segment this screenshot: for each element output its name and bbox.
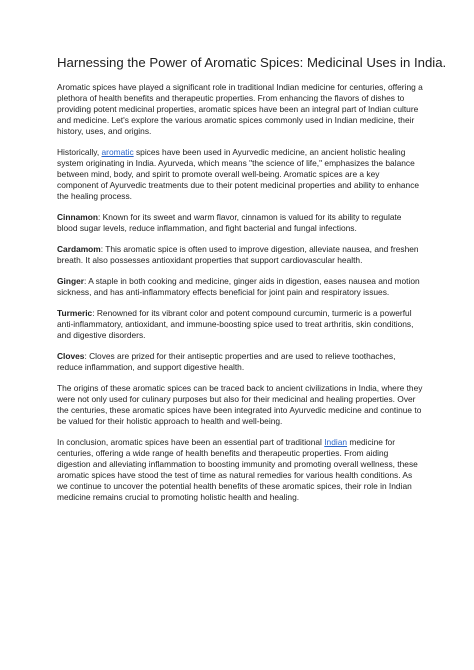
spice-description: : Known for its sweet and warm flavor, cinnamon is valued for its ability to regulate blood sugar levels, reduce inflammation, and fight bacterial and fungal infections.: [57, 212, 402, 233]
document-body: [57, 82, 423, 513]
spice-name: Turmeric: [57, 308, 93, 318]
page-title: Harnessing the Power of Aromatic Spices: Medicinal Uses in India.: [57, 55, 447, 70]
spice-paragraph-ginger: [57, 276, 423, 298]
indian-link[interactable]: Indian: [324, 437, 348, 447]
spice-name: Cinnamon: [57, 212, 98, 222]
history-text-before: Historically,: [57, 147, 102, 157]
origins-paragraph: The origins of these aromatic spices can be traced back to ancient civilizations in India, where they were not only used for culinary purposes but also for their medicinal and healing properties. Over the centuries, these aromatic spices have been integrated into Ayurvedic medicine and continue to be valued for their holistic approach to health and well-being.: [57, 383, 423, 426]
spice-name: Cardamom: [57, 244, 101, 254]
spice-paragraph-turmeric: [57, 308, 423, 341]
conclusion-text-before: In conclusion, aromatic spices have been an essential part of traditional: [57, 437, 325, 447]
intro-paragraph: Aromatic spices have played a significant role in traditional Indian medicine for centuries, offering a plethora of health benefits and therapeutic properties. From enhancing the flavors of dishes to providing potent medicinal properties, aromatic spices have been an integral part of Indian culture and medicine. Let's explore the various aromatic spices commonly used in Indian medicine, their history, uses, and origins.: [57, 82, 423, 136]
spice-paragraph-cardamom: [57, 244, 423, 266]
conclusion-text-after: medicine for centuries, offering a wide range of health benefits and therapeutic properties. From aiding digestion and alleviating inflammation to boosting immunity and promoting overall wellness, these aromatic spices have stood the test of time as natural remedies for various health conditions. As we continue to uncover the potential health benefits of these aromatic spices, their role in Indian medicine remains crucial to promoting holistic health and healing.: [57, 437, 418, 502]
aromatic-link[interactable]: aromatic: [101, 147, 134, 157]
history-paragraph: [57, 147, 423, 202]
spice-description: : Renowned for its vibrant color and potent compound curcumin, turmeric is a powerful anti-inflammatory, antioxidant, and immune-boosting spice used to treat arthritis, skin conditions, and digestive disorders.: [57, 308, 414, 340]
spice-description: : Cloves are prized for their antiseptic properties and are used to relieve toothaches, reduce inflammation, and support digestive health.: [57, 351, 396, 372]
spice-paragraph-cloves: [57, 351, 423, 373]
spice-name: Cloves: [57, 351, 85, 361]
spice-paragraph-cinnamon: [57, 212, 423, 234]
spice-name: Ginger: [57, 276, 84, 286]
conclusion-paragraph: [57, 437, 423, 503]
spice-description: : This aromatic spice is often used to improve digestion, alleviate nausea, and freshen breath. It also possesses antioxidant properties that support cardiovascular health.: [57, 244, 419, 265]
spice-description: : A staple in both cooking and medicine, ginger aids in digestion, eases nausea and motion sickness, and has anti-inflammatory effects beneficial for joint pain and respiratory issues.: [57, 276, 420, 297]
history-text-after: spices have been used in Ayurvedic medicine, an ancient holistic healing system originating in India. Ayurveda, which means "the science of life," emphasizes the balance between mind, body, and spirit to promote overall well-being. Aromatic spices are a key component of Ayurvedic treatments due to their potent medicinal properties and ability to enhance the healing process.: [57, 147, 420, 201]
